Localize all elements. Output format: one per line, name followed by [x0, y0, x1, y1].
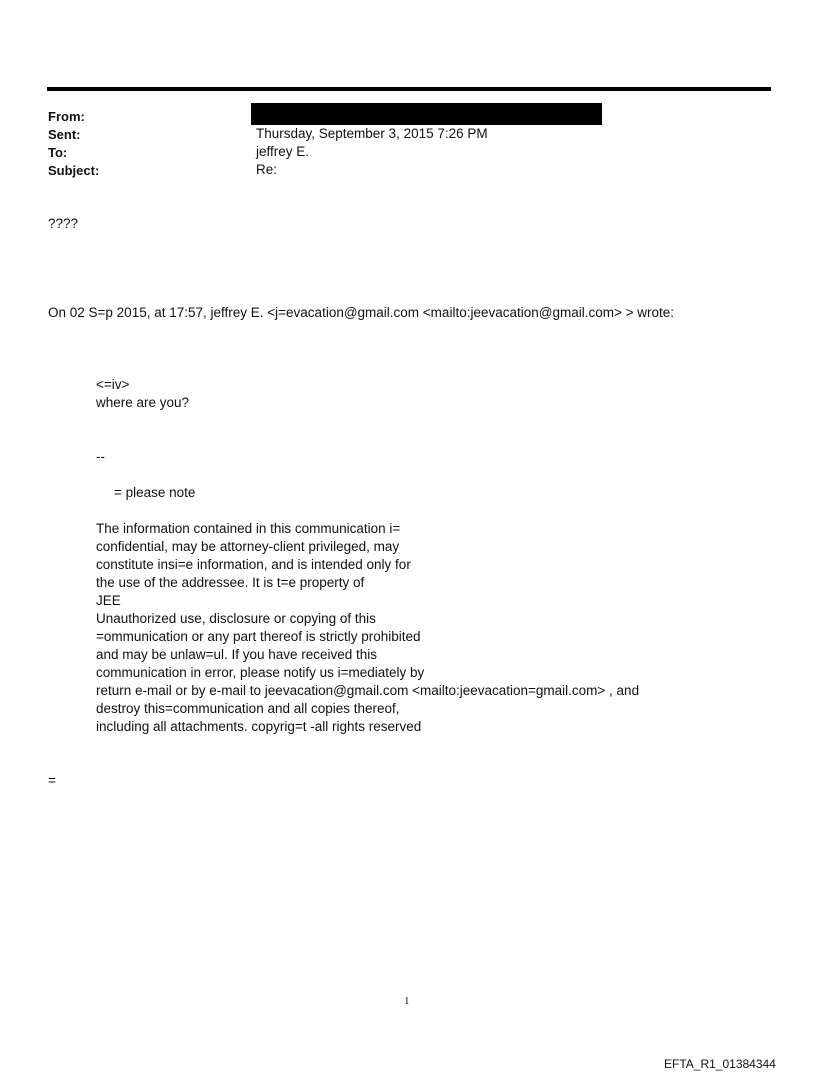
- to-value: jeffrey E.: [256, 144, 310, 159]
- disclaimer-line: return e-mail or by e-mail to jeevacation@gmail.com <mailto:jeevacation=gmail.com> , and: [96, 683, 640, 698]
- please-note-text: = please note: [114, 485, 196, 500]
- disclaimer-line: including all attachments. copyrig=t -all rights reserved: [96, 719, 422, 734]
- redacted-from-value: [251, 103, 602, 125]
- question-text: where are you?: [96, 395, 190, 410]
- header-rule: [47, 87, 771, 91]
- div-tag-text: <=iv>: [96, 377, 130, 392]
- trailing-equals: =: [48, 773, 56, 788]
- disclaimer-line: communication in error, please notify us i=mediately by: [96, 665, 425, 680]
- subject-label: Subject:: [48, 163, 100, 178]
- disclaimer-line: confidential, may be attorney-client privileged, may: [96, 539, 400, 554]
- disclaimer-line: Unauthorized use, disclosure or copying of this: [96, 611, 376, 626]
- page-number: 1: [404, 995, 410, 1007]
- sent-label: Sent:: [48, 127, 81, 142]
- signature-separator: --: [96, 449, 105, 464]
- document-id-footer: EFTA_R1_01384344: [664, 1057, 776, 1071]
- subject-value: Re:: [256, 162, 278, 177]
- sent-value: Thursday, September 3, 2015 7:26 PM: [256, 126, 488, 141]
- disclaimer-line: constitute insi=e information, and is intended only for: [96, 557, 411, 572]
- to-label: To:: [48, 145, 68, 160]
- disclaimer-line: the use of the addressee. It is t=e property of: [96, 575, 365, 590]
- reply-text: ????: [48, 216, 79, 231]
- disclaimer-line: destroy this=communication and all copies thereof,: [96, 701, 400, 716]
- quote-intro: On 02 S=p 2015, at 17:57, jeffrey E. <j=evacation@gmail.com <mailto:jeevacation@gmail.com> > wrote:: [48, 305, 674, 320]
- disclaimer-line: =ommunication or any part thereof is strictly prohibited: [96, 629, 421, 644]
- disclaimer-line: JEE: [96, 593, 121, 608]
- disclaimer-line: and may be unlaw=ul. If you have received this: [96, 647, 378, 662]
- from-label: From:: [48, 109, 85, 124]
- disclaimer-line: The information contained in this communication i=: [96, 521, 401, 536]
